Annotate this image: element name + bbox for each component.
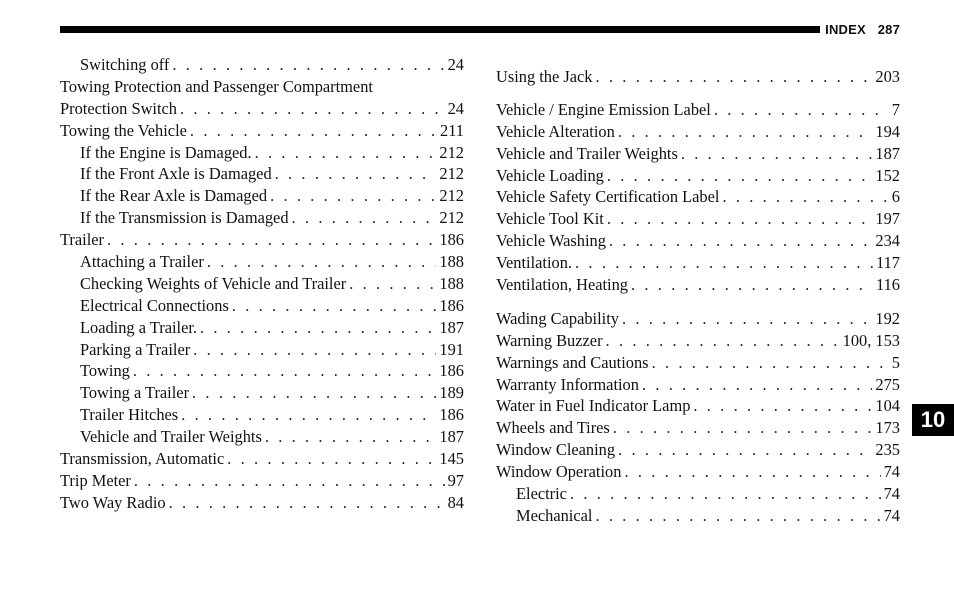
dot-leader [107, 229, 436, 251]
index-entry-page: 186 [439, 361, 464, 381]
dot-leader [133, 360, 437, 382]
index-entry-page: 74 [883, 505, 900, 525]
index-subentry [60, 142, 464, 164]
index-entry-text: Transmission, Automatic [60, 449, 225, 469]
header-section-label: INDEX [825, 22, 866, 37]
index-subentry [60, 163, 464, 185]
index-entry-text: Attaching a Trailer [80, 252, 204, 272]
dot-leader [181, 404, 436, 426]
index-entry-page: 24 [447, 55, 464, 74]
dot-leader [227, 448, 436, 470]
dot-leader [607, 165, 873, 187]
index-subentry [60, 360, 464, 382]
index-entry-page: 188 [439, 273, 464, 293]
index-entry-text: Vehicle Tool Kit [496, 209, 604, 229]
dot-leader [134, 470, 445, 492]
dot-leader [192, 382, 436, 404]
index-subentry [496, 483, 900, 505]
index-entry [496, 165, 900, 187]
dot-leader [609, 230, 873, 252]
dot-leader [631, 274, 873, 296]
index-entry-text: Wheels and Tires [496, 418, 610, 438]
dot-leader [207, 251, 437, 273]
dot-leader [618, 439, 872, 461]
index-entry-text: Warning Buzzer [496, 330, 603, 350]
index-subentry [60, 295, 464, 317]
index-group-v [496, 99, 900, 296]
header-page-number: 287 [877, 22, 900, 37]
index-entry-page: 191 [439, 339, 464, 359]
dot-leader [570, 483, 881, 505]
index-entry-page: 235 [875, 440, 900, 460]
index-entry-text: If the Rear Axle is Damaged [80, 186, 268, 206]
index-entry-page: 203 [875, 67, 900, 86]
index-entry-text: If the Transmission is Damaged [80, 208, 289, 228]
index-column-right [496, 66, 900, 527]
index-entry-text: Vehicle Loading [496, 165, 604, 185]
index-entry-page: 145 [439, 449, 464, 469]
index-entry-page: 187 [439, 317, 464, 337]
index-entry [496, 186, 900, 208]
index-entry-text: Wading Capability [496, 308, 619, 328]
index-entry [496, 208, 900, 230]
dot-leader [642, 374, 872, 396]
index-entry-text: Electric [516, 484, 567, 504]
index-column-left [60, 54, 464, 514]
index-entry-text: Warnings and Cautions [496, 352, 649, 372]
index-entry-page: 234 [875, 231, 900, 251]
dot-leader [693, 395, 872, 417]
index-entry-text: Checking Weights of Vehicle and Trailer [80, 273, 347, 293]
index-entry-page: 275 [875, 374, 900, 394]
index-entry-page: 116 [876, 275, 900, 295]
index-entry-text: Vehicle Safety Certification Label [496, 187, 720, 207]
index-entry-page: 173 [875, 418, 900, 438]
chapter-tab: 10 [912, 404, 954, 436]
index-entry [496, 274, 900, 296]
dot-leader [652, 352, 889, 374]
index-entry-text: Parking a Trailer [80, 339, 191, 359]
index-entry-text: Trailer [60, 230, 105, 250]
index-entry-text: Protection Switch [60, 98, 177, 118]
index-entry-text: Window Operation [496, 462, 622, 482]
index-entry-page: 5 [891, 352, 900, 372]
index-entry [496, 417, 900, 439]
index-entry-page: 74 [883, 484, 900, 504]
index-subentry [60, 273, 464, 295]
index-entry [496, 395, 900, 417]
index-entry-text: If the Front Axle is Damaged [80, 164, 272, 184]
index-entry [496, 439, 900, 461]
index-entry [496, 330, 900, 352]
index-entry [60, 54, 464, 76]
dot-leader [596, 66, 873, 88]
index-entry-text: Towing a Trailer [80, 383, 190, 403]
index-entry-page: 24 [447, 98, 464, 118]
dot-leader [613, 417, 873, 439]
index-entry [496, 352, 900, 374]
index-entry-text: Vehicle Washing [496, 231, 606, 251]
index-entry-page: 97 [447, 470, 464, 490]
dot-leader [169, 492, 445, 514]
index-entry-text: Ventilation, Heating [496, 275, 629, 295]
index-list-left [60, 120, 464, 514]
index-entry-text: Water in Fuel Indicator Lamp [496, 396, 691, 416]
index-entry-text: Using the Jack [496, 67, 593, 86]
index-entry-page: 152 [875, 165, 900, 185]
dot-leader [180, 98, 445, 120]
dot-leader [270, 185, 436, 207]
index-subentry [60, 426, 464, 448]
dot-leader [595, 505, 880, 527]
index-entry-text: Two Way Radio [60, 492, 166, 512]
index-entry [496, 252, 900, 274]
running-header [825, 22, 900, 37]
index-entry-page: 117 [876, 253, 900, 273]
index-entry-text: Towing Protection and Passenger Compartment [60, 76, 373, 96]
index-entry-text: Switching off [80, 55, 170, 74]
index-subentry [60, 317, 464, 339]
index-entry-page: 212 [439, 186, 464, 206]
dot-leader [232, 295, 437, 317]
index-entry [60, 98, 464, 120]
index-entry-page: 187 [439, 427, 464, 447]
index-entry [60, 448, 464, 470]
index-subentry [496, 505, 900, 527]
dot-leader [624, 461, 880, 483]
dot-leader [714, 99, 889, 121]
index-subentry [60, 207, 464, 229]
index-entry-text: If the Engine is Damaged. [80, 142, 252, 162]
index-entry [496, 121, 900, 143]
dot-leader [606, 330, 840, 352]
dot-leader [275, 163, 437, 185]
index-entry [60, 120, 464, 142]
index-entry-text: Trailer Hitches [80, 405, 179, 425]
index-entry-text: Electrical Connections [80, 295, 229, 315]
index-subentry [60, 251, 464, 273]
index-entry-text: Towing the Vehicle [60, 120, 187, 140]
index-entry-page: 188 [439, 252, 464, 272]
index-entry-text: Loading a Trailer. [80, 317, 197, 337]
index-entry-page: 189 [439, 383, 464, 403]
dot-leader [255, 142, 437, 164]
index-entry [496, 308, 900, 330]
index-group-u [496, 66, 900, 88]
dot-leader [200, 317, 436, 339]
dot-leader [193, 339, 436, 361]
dot-leader [722, 186, 888, 208]
index-entry [60, 492, 464, 514]
index-subentry [60, 404, 464, 426]
index-entry [496, 374, 900, 396]
dot-leader [292, 207, 437, 229]
index-subentry [60, 382, 464, 404]
index-entry-page: 212 [439, 142, 464, 162]
index-subentry [60, 339, 464, 361]
index-entry-page: 212 [439, 164, 464, 184]
index-entry [496, 461, 900, 483]
dot-leader [575, 252, 873, 274]
index-entry-text: Vehicle Alteration [496, 121, 615, 141]
dot-leader [607, 208, 873, 230]
index-entry-text: Vehicle and Trailer Weights [496, 143, 678, 163]
index-subentry [60, 185, 464, 207]
dot-leader [349, 273, 436, 295]
index-entry [496, 66, 900, 88]
index-entry-text: Trip Meter [60, 470, 131, 490]
index-entry [496, 99, 900, 121]
index-entry-text: Warranty Information [496, 374, 639, 394]
index-entry-page: 6 [891, 187, 900, 207]
dot-leader [681, 143, 873, 165]
index-entry [496, 230, 900, 252]
index-entry-text: Window Cleaning [496, 440, 616, 460]
dot-leader [190, 120, 437, 142]
index-entry-page: 74 [883, 462, 900, 482]
index-entry-page: 211 [440, 120, 464, 140]
index-entry [60, 470, 464, 492]
index-entry-page: 212 [439, 208, 464, 228]
index-group-w [496, 308, 900, 527]
index-entry-text: Towing [80, 361, 130, 381]
index-entry-page: 7 [891, 99, 900, 119]
index-entry-page: 186 [439, 405, 464, 425]
index-entry-page: 187 [875, 143, 900, 163]
index-entry-page: 194 [875, 121, 900, 141]
index-entry-page: 84 [447, 492, 464, 512]
index-entry-text: Mechanical [516, 505, 593, 525]
dot-leader [622, 308, 872, 330]
index-entry-text: Vehicle / Engine Emission Label [496, 99, 711, 119]
index-entry [60, 229, 464, 251]
index-entry-page: 197 [875, 209, 900, 229]
header-rule [60, 26, 820, 33]
dot-leader [265, 426, 437, 448]
index-entry-page: 104 [875, 396, 900, 416]
index-entry-page: 186 [439, 295, 464, 315]
index-entry-page: 100, 153 [842, 330, 900, 350]
index-entry-text: Ventilation. [496, 253, 573, 273]
dot-leader [172, 54, 444, 76]
index-entry [496, 143, 900, 165]
dot-leader [618, 121, 873, 143]
index-entry-page: 186 [439, 230, 464, 250]
index-entry-text: Vehicle and Trailer Weights [80, 427, 262, 447]
index-entry-page: 192 [875, 308, 900, 328]
